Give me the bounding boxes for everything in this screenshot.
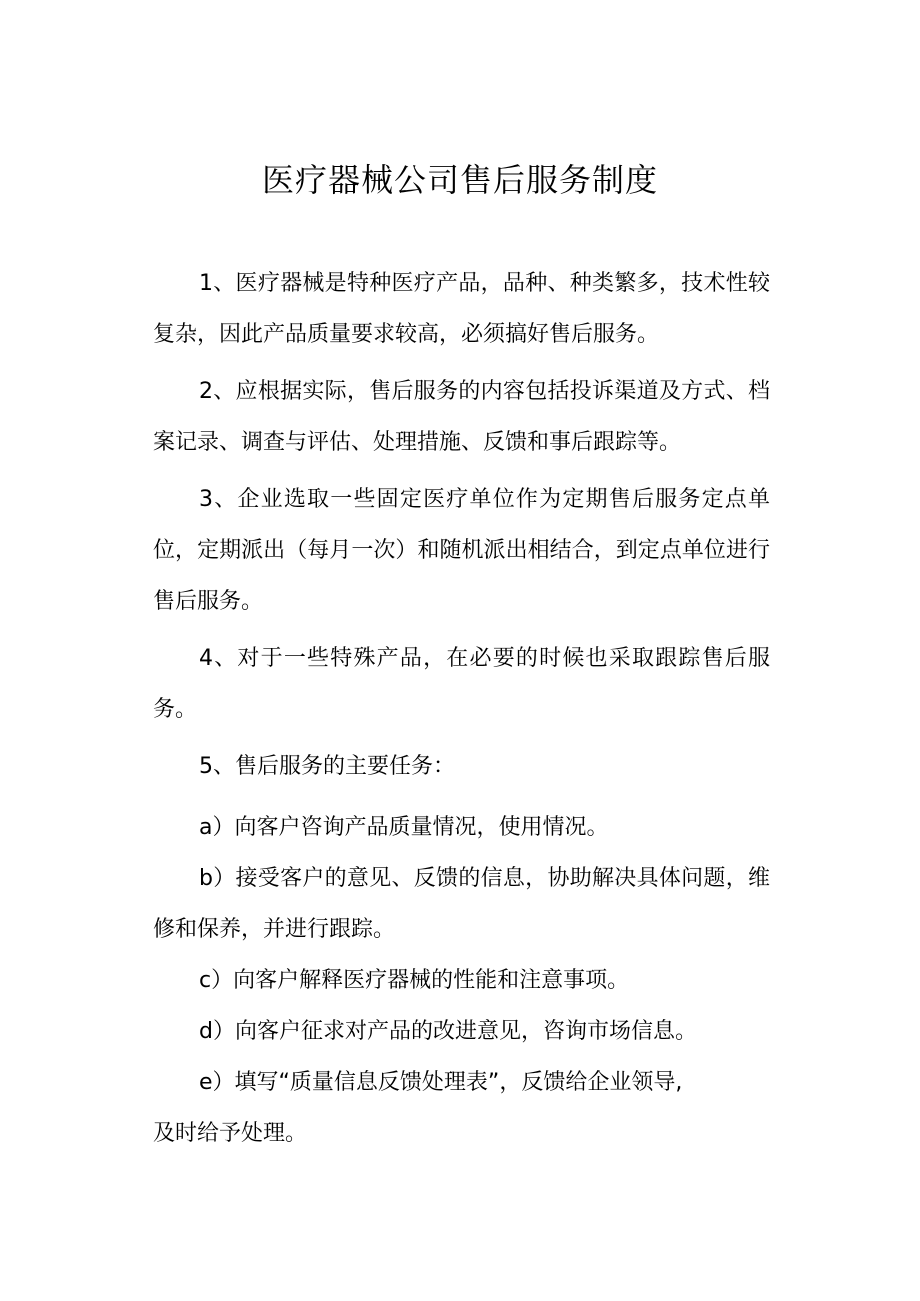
document-body [153,258,770,1159]
paragraph-1: 1、医疗器械是特种医疗产品，品种、种类繁多，技术性较复杂，因此产品质量要求较高，必须搞好售后服务。 [153,271,770,347]
paragraph-5: 5、售后服务的主要任务： [199,754,455,779]
task-item-a: a）向客户咨询产品质量情况，使用情况。 [199,815,609,840]
document-title: 医疗器械公司售后服务制度 [261,161,658,199]
paragraph-3: 3、企业选取一些固定医疗单位作为定期售后服务定点单位，定期派出（每月一次）和随机派出相结合，到定点单位进行售后服务。 [153,487,770,614]
task-item-b: b）接受客户的意见、反馈的信息，协助解决具体问题，维修和保养，并进行跟踪。 [153,866,770,942]
paragraph-4: 4、对于一些特殊产品，在必要的时候也采取跟踪售后服务。 [153,646,770,722]
task-item-d: d）向客户征求对产品的改进意见，咨询市场信息。 [199,1019,697,1044]
task-item-e-continuation: 及时给予处理。 [153,1121,308,1146]
task-item-c: c）向客户解释医疗器械的性能和注意事项。 [199,968,630,993]
paragraph-2: 2、应根据实际，售后服务的内容包括投诉渠道及方式、档案记录、调查与评估、处理措施、反馈和事后跟踪等。 [153,379,770,455]
task-item-e: e）填写“质量信息反馈处理表”，反馈给企业领导, [199,1070,683,1095]
